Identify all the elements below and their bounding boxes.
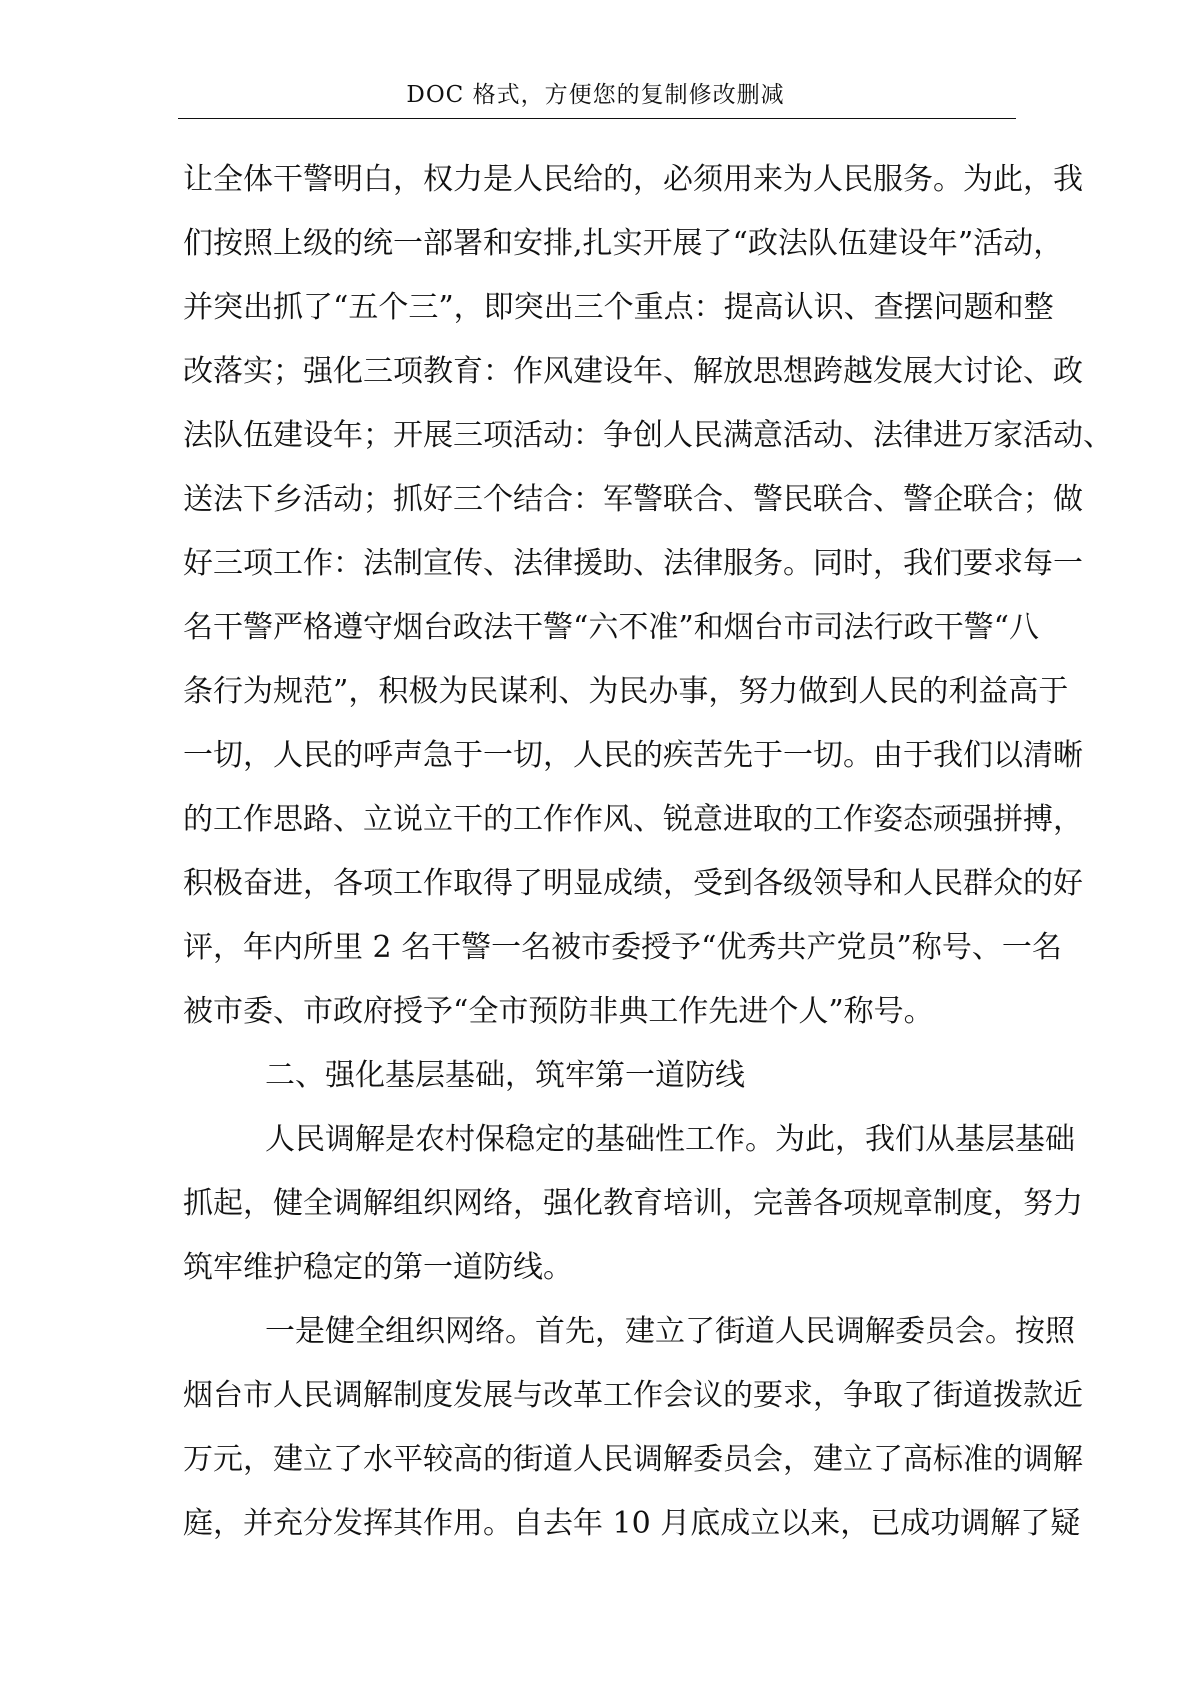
text-line: 的工作思路、立说立干的工作作风、锐意进取的工作姿态顽强拼搏，	[183, 802, 1083, 837]
header-divider	[178, 118, 1016, 119]
text-line: 积极奋进，各项工作取得了明显成绩，受到各级领导和人民群众的好	[183, 866, 1083, 901]
text-line: 改落实；强化三项教育：作风建设年、解放思想跨越发展大讨论、政	[183, 354, 1083, 389]
text-line: 烟台市人民调解制度发展与改革工作会议的要求，争取了街道拨款近	[183, 1378, 1083, 1413]
text-line: 被市委、市政府授予“全市预防非典工作先进个人”称号。	[183, 994, 934, 1029]
document-body	[183, 154, 1113, 1562]
text-line: 人民调解是农村保稳定的基础性工作。为此，我们从基层基础	[265, 1122, 1075, 1157]
text-line: 万元，建立了水平较高的街道人民调解委员会，建立了高标准的调解	[183, 1442, 1083, 1477]
text-line: 好三项工作：法制宣传、法律援助、法律服务。同时，我们要求每一	[183, 546, 1083, 581]
text-line: 让全体干警明白，权力是人民给的，必须用来为人民服务。为此，我	[183, 162, 1083, 197]
text-line: 法队伍建设年；开展三项活动：争创人民满意活动、法律进万家活动、	[183, 418, 1113, 453]
text-line: 抓起，健全调解组织网络，强化教育培训，完善各项规章制度，努力	[183, 1186, 1083, 1221]
section-heading: 二、强化基层基础，筑牢第一道防线	[265, 1058, 745, 1093]
text-line: 送法下乡活动；抓好三个结合：军警联合、警民联合、警企联合；做	[183, 482, 1083, 517]
text-line: 庭，并充分发挥其作用。自去年 10 月底成立以来，已成功调解了疑	[183, 1506, 1081, 1541]
text-line: 一是健全组织网络。首先，建立了街道人民调解委员会。按照	[265, 1314, 1075, 1349]
text-line: 一切，人民的呼声急于一切，人民的疾苦先于一切。由于我们以清晰	[183, 738, 1083, 773]
text-line: 们按照上级的统一部署和安排,扎实开展了“政法队伍建设年”活动，	[183, 226, 1064, 261]
text-line: 筑牢维护稳定的第一道防线。	[183, 1250, 573, 1285]
page-header: DOC 格式，方便您的复制修改删减	[406, 82, 785, 108]
text-line: 评，年内所里 2 名干警一名被市委授予“优秀共产党员”称号、一名	[183, 930, 1062, 965]
text-line: 条行为规范”，积极为民谋利、为民办事，努力做到人民的利益高于	[183, 674, 1069, 709]
text-line: 并突出抓了“五个三”，即突出三个重点：提高认识、查摆问题和整	[183, 290, 1054, 325]
text-line: 名干警严格遵守烟台政法干警“六不准”和烟台市司法行政干警“八	[183, 610, 1040, 645]
